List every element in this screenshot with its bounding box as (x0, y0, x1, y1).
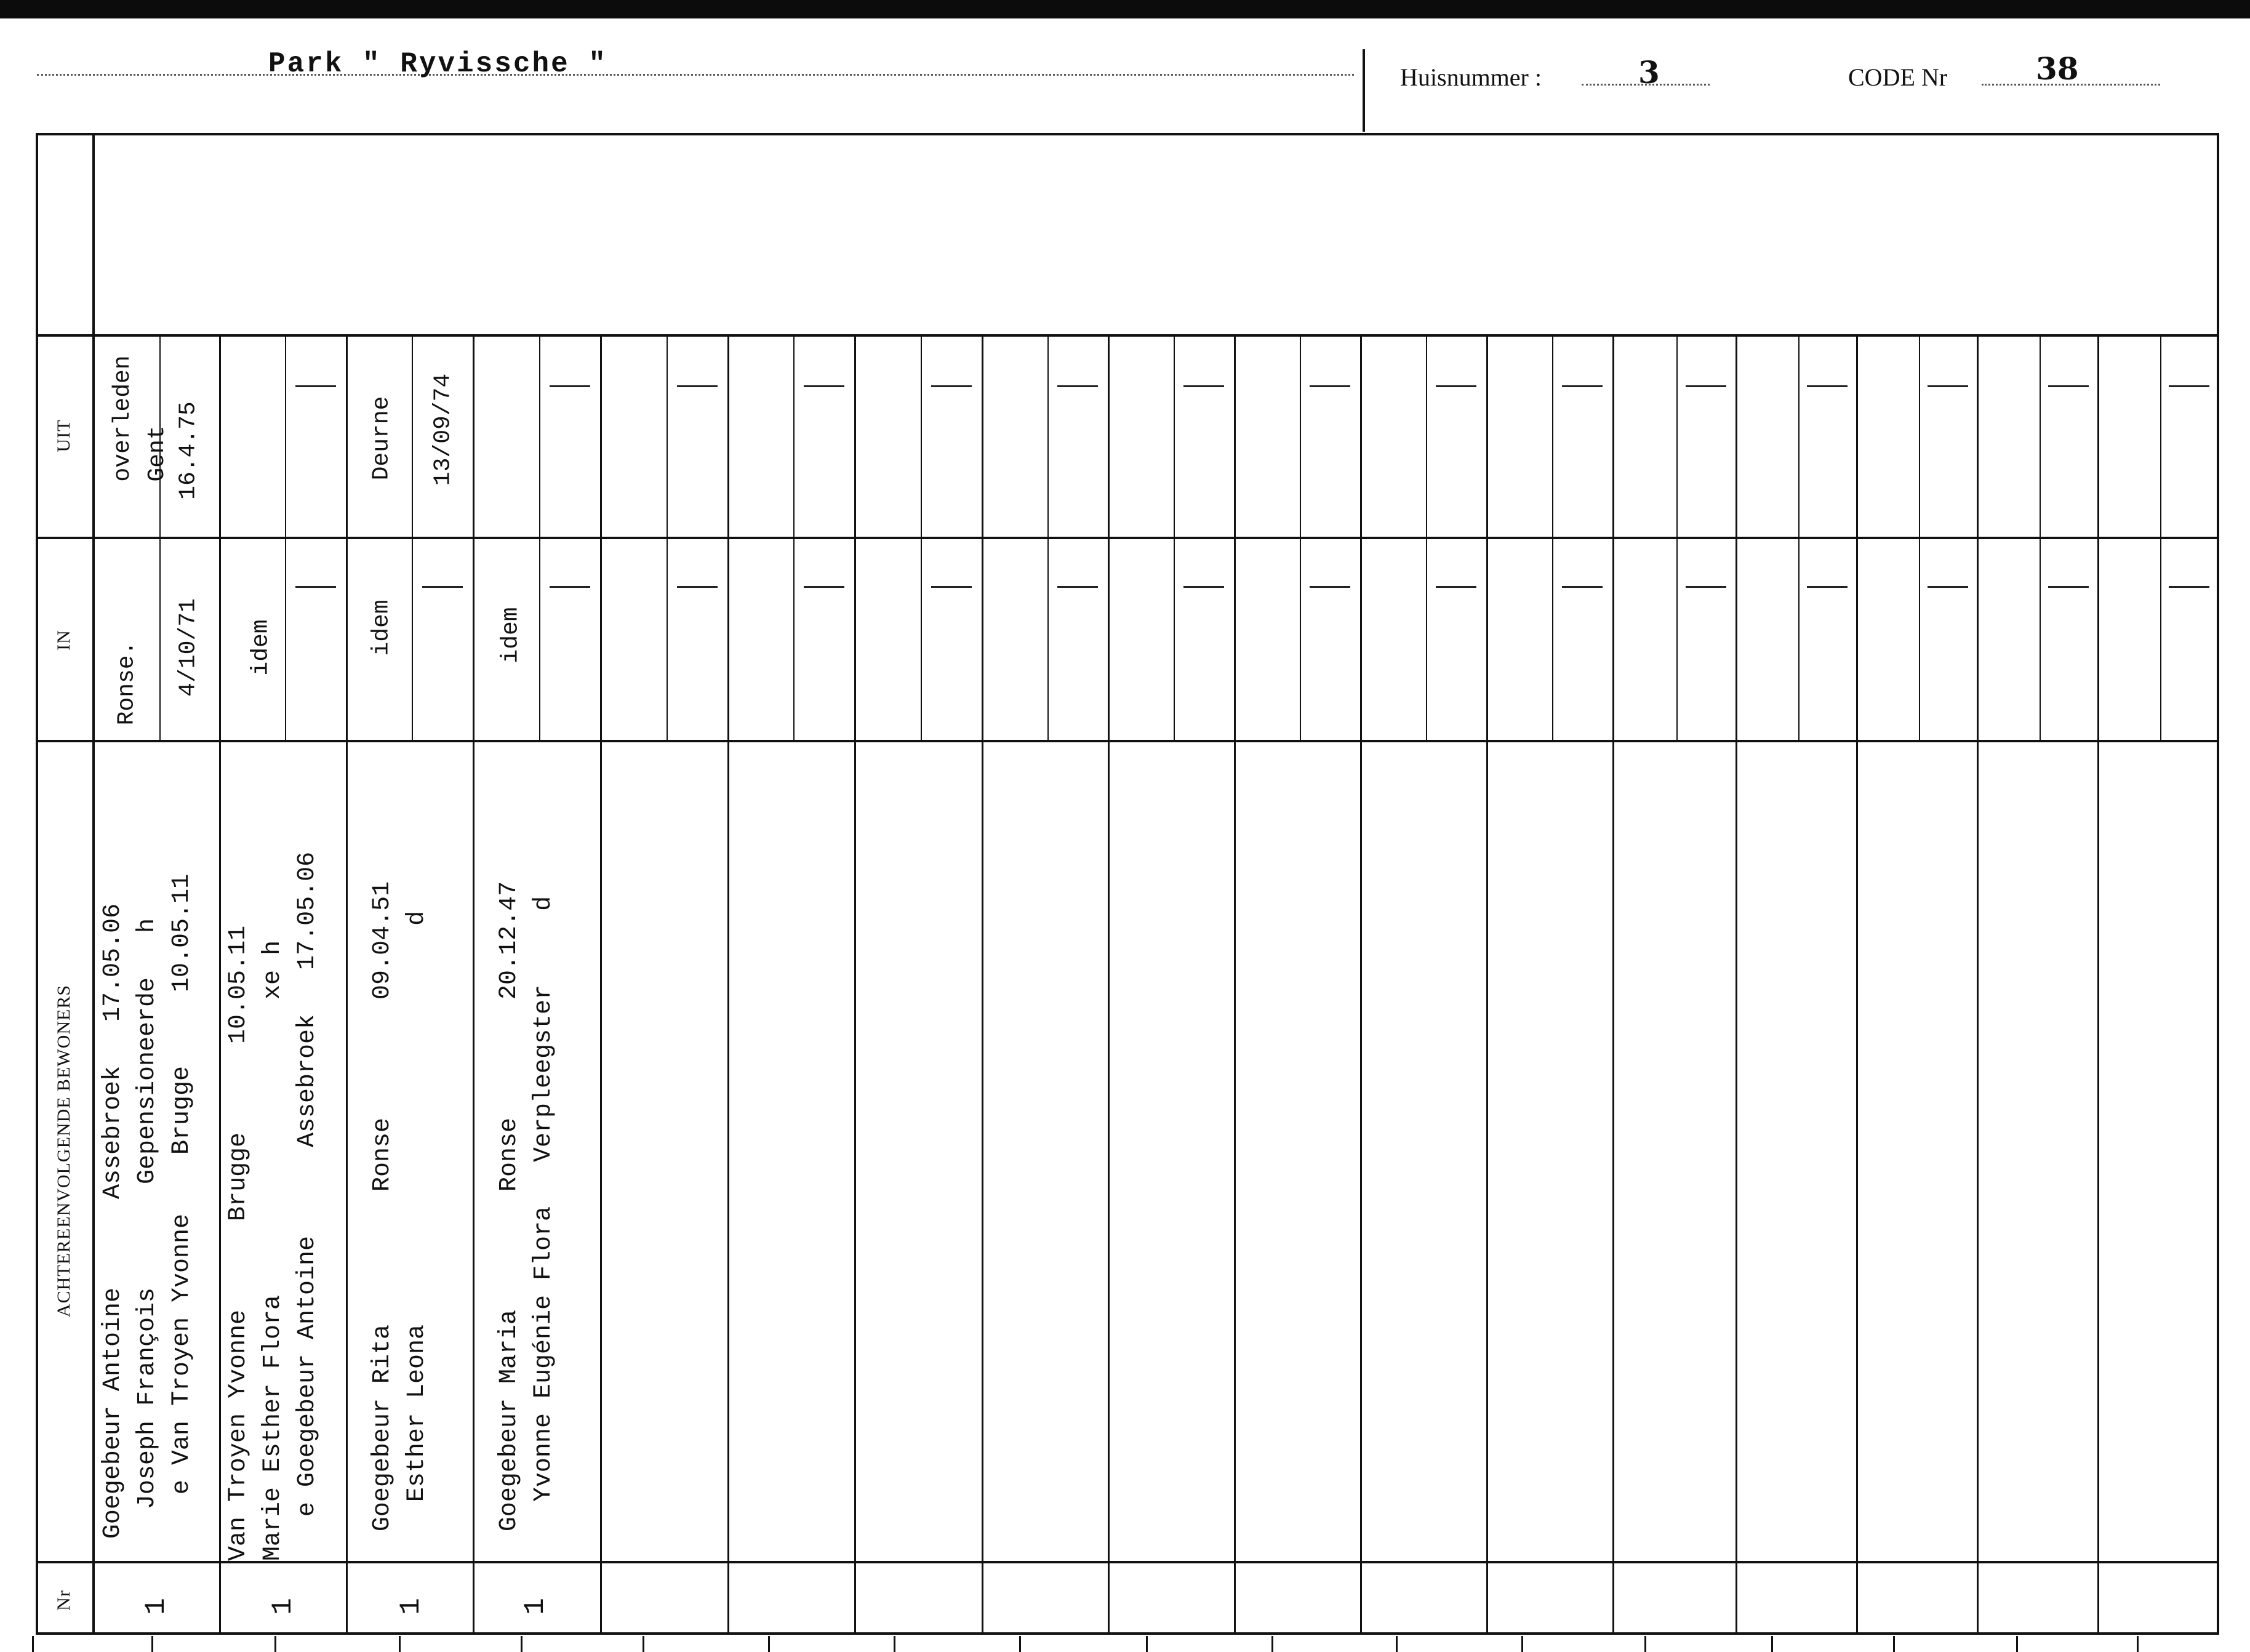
park-dotted-line (37, 74, 1354, 76)
in-sub-divider (1919, 539, 1920, 740)
empty-dash (1928, 586, 1968, 588)
in-sub-divider (1174, 539, 1175, 740)
residents-table (36, 133, 2219, 1635)
column-separator (1977, 334, 1979, 1635)
edge-tick (768, 1636, 770, 1652)
entry-3-uit-place: Deurne (368, 396, 395, 481)
empty-dash (1807, 385, 1848, 387)
edge-tick (1771, 1636, 1773, 1652)
column-separator (854, 334, 856, 1635)
empty-dash (2048, 385, 2089, 387)
edge-tick (1271, 1636, 1273, 1652)
code-label: CODE Nr (1848, 63, 1948, 91)
entry-1-uit-date: 16.4.75 (175, 401, 202, 500)
label-column-separator (92, 133, 95, 1635)
column-separator (982, 334, 983, 1635)
in-sub-divider (539, 539, 540, 740)
empty-dash (1183, 385, 1224, 387)
uit-sub-divider (1676, 337, 1678, 537)
edge-tick (1893, 1636, 1895, 1652)
house-number-value: 3 (1638, 54, 1660, 90)
uit-label: UIT (54, 419, 74, 452)
empty-dash (1562, 586, 1603, 588)
uit-sub-divider (1552, 337, 1553, 537)
empty-dash (1807, 586, 1848, 588)
column-separator (346, 334, 348, 1635)
empty-dash (550, 385, 590, 387)
entry-3-residents: Goegebeur Rita Ronse 09.04.51 Esther Leona d (369, 881, 431, 1532)
column-separator (1486, 334, 1488, 1635)
empty-dash (804, 586, 844, 588)
empty-dash (550, 586, 590, 588)
in-sub-divider (1426, 539, 1427, 740)
column-separator (1234, 334, 1236, 1635)
empty-dash (1686, 385, 1726, 387)
column-separator (1108, 334, 1110, 1635)
empty-dash (1686, 586, 1726, 588)
row-sep-in-residents (36, 740, 2219, 742)
header-separator (1363, 49, 1365, 132)
empty-dash (2169, 586, 2209, 588)
entry-1-in-date: 4/10/71 (175, 598, 202, 697)
in-sub-divider (921, 539, 922, 740)
column-separator (1736, 334, 1737, 1635)
in-label: IN (54, 630, 74, 651)
edge-tick (2137, 1636, 2139, 1652)
column-separator (727, 334, 729, 1635)
uit-sub-divider (921, 337, 922, 537)
column-separator (1360, 334, 1362, 1635)
empty-dash (1183, 586, 1224, 588)
code-value: 38 (2036, 50, 2079, 87)
residents-label: ACHTEREENVOLGENDE BEWONERS (54, 984, 74, 1318)
edge-tick (643, 1636, 644, 1652)
in-sub-divider (1676, 539, 1678, 740)
entry-3-in-place: idem (368, 599, 395, 656)
empty-dash (677, 385, 718, 387)
empty-dash (2048, 586, 2089, 588)
in-sub-divider (1300, 539, 1301, 740)
empty-dash (931, 586, 972, 588)
empty-dash (1436, 586, 1476, 588)
uit-sub-divider (2160, 337, 2161, 537)
column-separator (600, 334, 602, 1635)
empty-dash (804, 385, 844, 387)
in-sub-divider (2040, 539, 2041, 740)
edge-tick (151, 1636, 153, 1652)
scan-top-edge (0, 0, 2250, 18)
in-sub-divider (667, 539, 668, 740)
column-separator (473, 334, 474, 1635)
entry-2-nr: 1 (267, 1598, 299, 1615)
edge-tick (1146, 1636, 1148, 1652)
in-sub-divider (1047, 539, 1049, 740)
uit-sub-divider (539, 337, 540, 537)
empty-dash (2169, 385, 2209, 387)
nr-label: Nr (54, 1590, 74, 1611)
entry-2-in-place: idem (247, 619, 274, 676)
row-sep-residents-nr (36, 1561, 2219, 1563)
edge-tick (1521, 1636, 1523, 1652)
empty-dash (1057, 586, 1098, 588)
row-sep-top (36, 334, 2219, 337)
empty-dash (931, 385, 972, 387)
column-separator (2097, 334, 2099, 1635)
edge-tick (399, 1636, 401, 1652)
empty-dash (1310, 385, 1350, 387)
entry-4-residents: Goegebeur Maria Ronse 20.12.47 Yvonne Eugénie Flora Verpleegster d (495, 881, 558, 1532)
entry-3-nr: 1 (395, 1598, 427, 1615)
edge-tick (274, 1636, 276, 1652)
in-sub-divider (2160, 539, 2161, 740)
uit-sub-divider (1174, 337, 1175, 537)
edge-tick (521, 1636, 522, 1652)
row-sep-uit-in (36, 537, 2219, 539)
column-separator (1856, 334, 1858, 1635)
edge-tick (32, 1636, 34, 1652)
empty-dash (1057, 385, 1098, 387)
empty-dash (295, 385, 336, 387)
house-number-label: Huisnummer : (1400, 63, 1542, 91)
empty-dash (1562, 385, 1603, 387)
uit-sub-divider (285, 337, 286, 537)
uit-sub-divider (1426, 337, 1427, 537)
uit-sub-divider (667, 337, 668, 537)
empty-dash (1436, 385, 1476, 387)
edge-tick (1644, 1636, 1646, 1652)
entry-1-uit-place: overleden Gent (110, 355, 170, 482)
in-sub-divider (159, 539, 161, 740)
uit-sub-divider (1919, 337, 1920, 537)
uit-sub-divider (1300, 337, 1301, 537)
entry-1-residents: Goegebeur Antoine Assebroek 17.05.06 Joseph François Gepensioneerde h e Van Troyen Yvonne Brugge 10.05.11 (99, 873, 196, 1539)
column-separator (219, 334, 221, 1635)
in-sub-divider (793, 539, 795, 740)
uit-sub-divider (793, 337, 795, 537)
uit-sub-divider (412, 337, 413, 537)
in-sub-divider (412, 539, 413, 740)
entry-2-residents: Van Troyen Yvonne Brugge 10.05.11 Marie Esther Flora xe h e Goegebeur Antoine Assebroek 17.05.06 (225, 851, 321, 1562)
empty-dash (295, 586, 336, 588)
entry-3-uit-date: 13/09/74 (430, 373, 457, 486)
edge-tick (1396, 1636, 1398, 1652)
uit-sub-divider (2040, 337, 2041, 537)
entry-4-in-place: idem (497, 607, 524, 664)
in-sub-divider (1798, 539, 1800, 740)
entry-4-nr: 1 (519, 1598, 551, 1615)
empty-dash (1928, 385, 1968, 387)
entry-1-in-place: Ronse. (113, 641, 140, 726)
in-sub-divider (1552, 539, 1553, 740)
empty-dash (677, 586, 718, 588)
in-sub-divider (285, 539, 286, 740)
edge-tick (894, 1636, 895, 1652)
edge-tick (2016, 1636, 2018, 1652)
entry-1-nr: 1 (140, 1598, 172, 1615)
edge-tick (1019, 1636, 1021, 1652)
park-name: Park " Ryvissche " (268, 48, 607, 80)
empty-dash (422, 586, 463, 588)
empty-dash (1310, 586, 1350, 588)
column-separator (1612, 334, 1614, 1635)
uit-sub-divider (1047, 337, 1049, 537)
uit-sub-divider (1798, 337, 1800, 537)
